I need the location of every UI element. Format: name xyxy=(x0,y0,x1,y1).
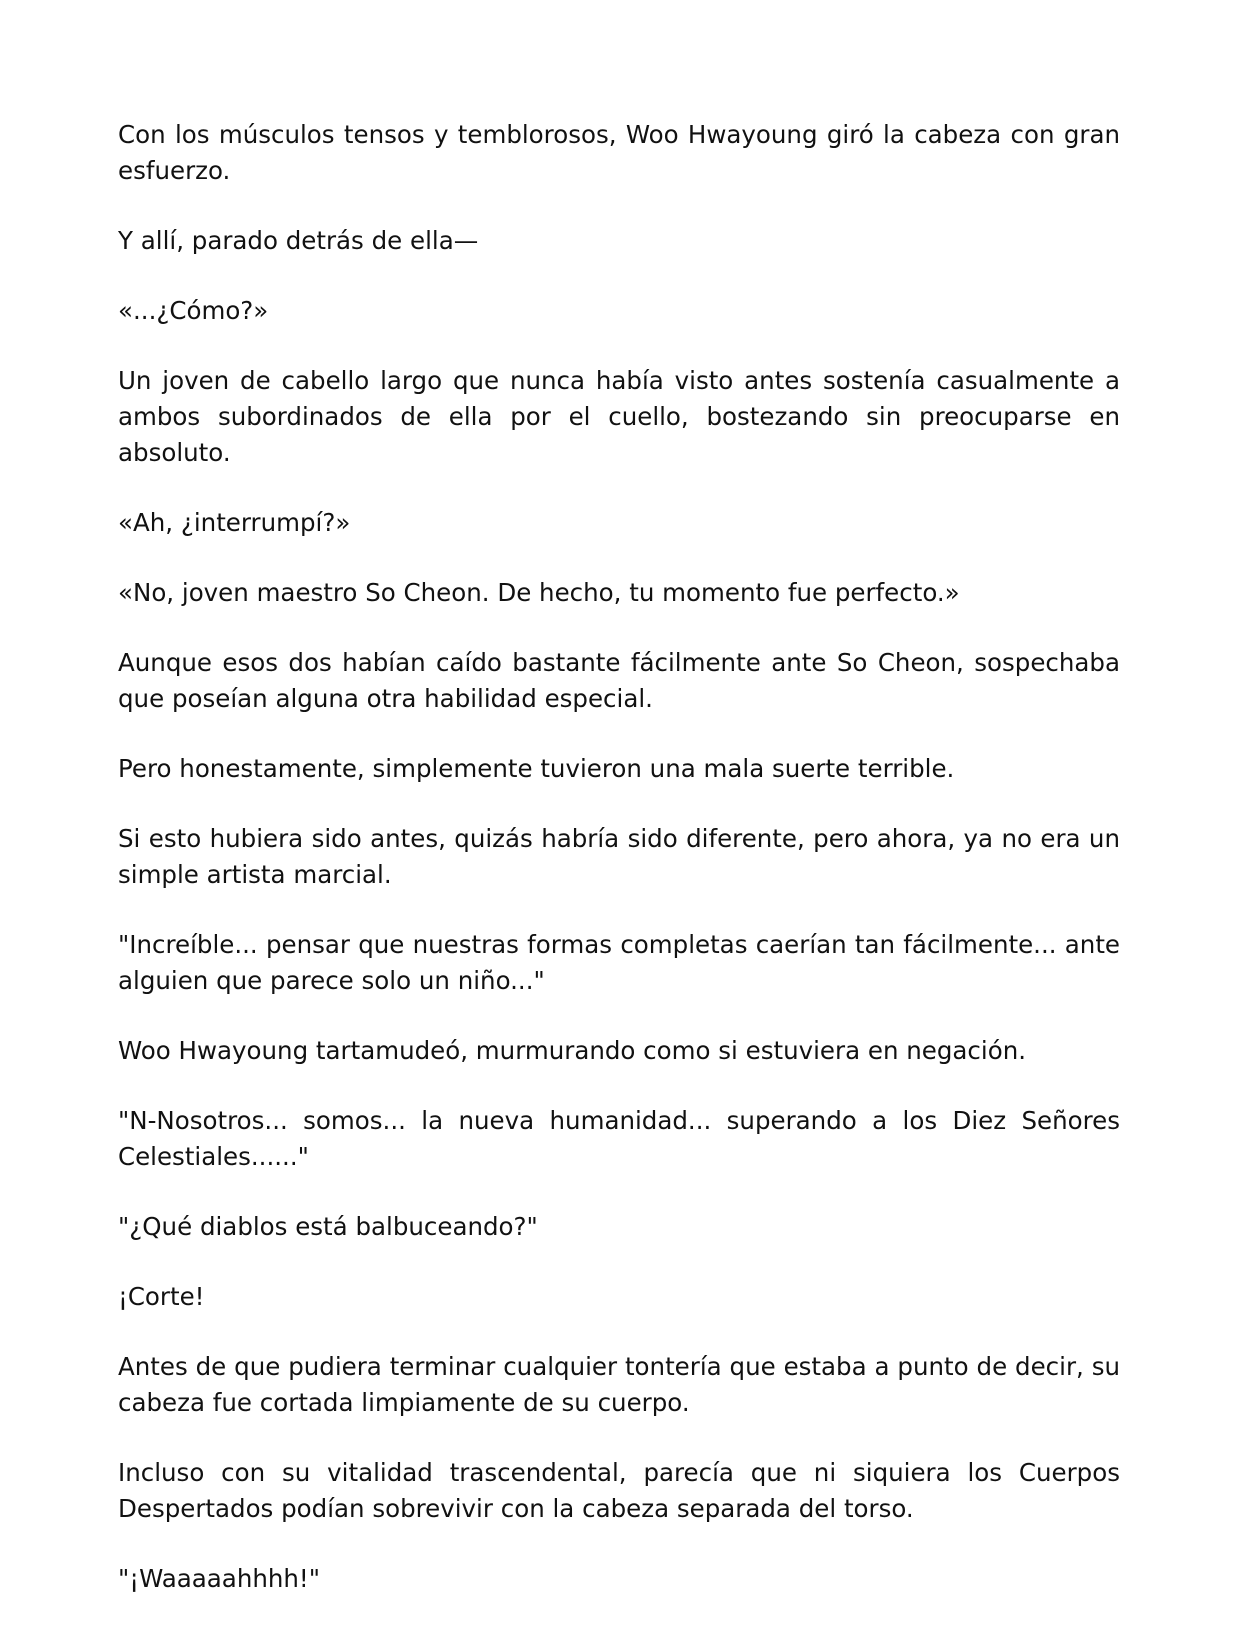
paragraph: Aunque esos dos habían caído bastante fácilmente ante So Cheon, sospechaba que poseían alguna otra habilidad especial. xyxy=(118,648,1120,713)
paragraph: Antes de que pudiera terminar cualquier tontería que estaba a punto de decir, su cabeza fue cortada limpiamente de su cuerpo. xyxy=(118,1352,1120,1417)
paragraph: "Increíble... pensar que nuestras formas completas caerían tan fácilmente... ante alguien que parece solo un niño..." xyxy=(118,930,1120,995)
paragraph: ¡Corte! xyxy=(118,1282,205,1311)
paragraph: «Ah, ¿interrumpí?» xyxy=(118,508,351,537)
paragraph: "¡Waaaaahhhh!" xyxy=(118,1564,321,1593)
paragraph: Con los músculos tensos y temblorosos, Woo Hwayoung giró la cabeza con gran esfuerzo. xyxy=(118,120,1120,185)
document-body xyxy=(118,117,1120,1631)
paragraph: «No, joven maestro So Cheon. De hecho, tu momento fue perfecto.» xyxy=(118,578,960,607)
paragraph: "N-Nosotros... somos... la nueva humanidad... superando a los Diez Señores Celestiales......" xyxy=(118,1106,1120,1171)
paragraph: Y allí, parado detrás de ella— xyxy=(118,226,479,255)
paragraph: Si esto hubiera sido antes, quizás habría sido diferente, pero ahora, ya no era un simple artista marcial. xyxy=(118,824,1120,889)
paragraph: "¿Qué diablos está balbuceando?" xyxy=(118,1212,538,1241)
paragraph: Pero honestamente, simplemente tuvieron una mala suerte terrible. xyxy=(118,754,955,783)
paragraph: Incluso con su vitalidad trascendental, parecía que ni siquiera los Cuerpos Despertados podían sobrevivir con la cabeza separada del torso. xyxy=(118,1458,1120,1523)
paragraph: Un joven de cabello largo que nunca había visto antes sostenía casualmente a ambos subordinados de ella por el cuello, bostezando sin preocuparse en absoluto. xyxy=(118,366,1120,467)
paragraph: «...¿Cómo?» xyxy=(118,296,269,325)
paragraph: Woo Hwayoung tartamudeó, murmurando como si estuviera en negación. xyxy=(118,1036,1027,1065)
